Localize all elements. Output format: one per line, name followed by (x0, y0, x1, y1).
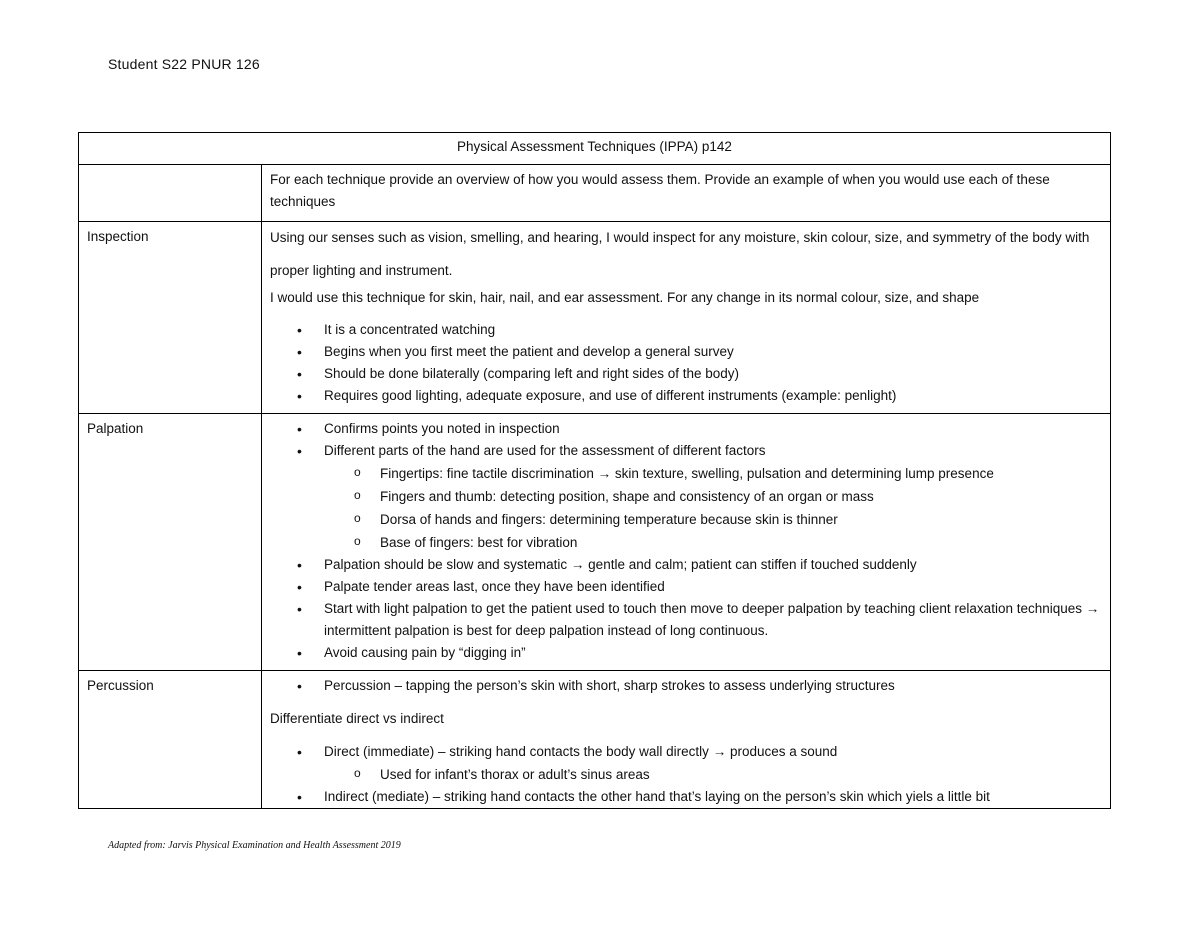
sub-item-text: Fingertips: fine tactile discrimination (380, 466, 594, 481)
arrow-icon: → (570, 557, 585, 572)
empty-label-cell (79, 165, 262, 222)
list-item: • It is a concentrated watching (270, 319, 1102, 341)
list-item-text: Palpation should be slow and systematic (324, 557, 568, 572)
list-item: • Should be done bilaterally (comparing left and right sides of the body) (270, 363, 1102, 385)
percussion-row (79, 671, 1111, 809)
table-title: Physical Assessment Techniques (IPPA) p142 (79, 133, 1111, 165)
list-item-text: Different parts of the hand are used for the assessment of different factors (324, 443, 766, 458)
list-item: • Requires good lighting, adequate exposure, and use of different instruments (example: penlight) (270, 385, 1102, 407)
list-item (270, 598, 1102, 642)
student-header: Student S22 PNUR 126 (108, 56, 260, 72)
inspection-label: Inspection (79, 222, 262, 414)
arrow-icon: → (712, 744, 727, 759)
list-item: • Avoid causing pain by “digging in” (270, 642, 1102, 664)
percussion-label: Percussion (79, 671, 262, 809)
sub-item-text: skin texture, swelling, pulsation and determining lump presence (614, 466, 994, 481)
arrow-icon: → (597, 466, 612, 481)
instructions-cell (262, 165, 1111, 222)
sub-list-item (324, 462, 1102, 485)
palpation-sub-list (324, 462, 1102, 554)
list-item (270, 440, 1102, 554)
list-item: • Confirms points you noted in inspection (270, 418, 1102, 440)
assessment-table (78, 132, 1111, 809)
list-item-text: gentle and calm; patient can stiffen if touched suddenly (588, 557, 917, 572)
instructions-text: For each technique provide an overview of how you would assess them. Provide an example of when you would use each of these techniques (270, 172, 1050, 209)
list-item-text: intermittent palpation is best for deep palpation instead of long continuous. (324, 623, 769, 638)
percussion-sub-list (324, 763, 1102, 786)
instructions-row (79, 165, 1111, 222)
percussion-content (262, 671, 1111, 809)
list-item-text: produces a sound (729, 744, 838, 759)
sub-list-item: o Base of fingers: best for vibration (324, 531, 1102, 554)
citation-footer: Adapted from: Jarvis Physical Examination and Health Assessment 2019 (108, 840, 401, 851)
palpation-row (79, 414, 1111, 671)
list-item (270, 741, 1102, 786)
list-item-text: Direct (immediate) – striking hand contacts the body wall directly (324, 744, 709, 759)
sub-list-item: o Dorsa of hands and fingers: determining temperature because skin is thinner (324, 508, 1102, 531)
inspection-para2: I would use this technique for skin, hair, nail, and ear assessment. For any change in its normal colour, size, and shape (270, 290, 980, 305)
list-item: • Indirect (mediate) – striking hand contacts the other hand that’s laying on the person’s skin which yiels a little bit (270, 786, 1102, 808)
inspection-para1: Using our senses such as vision, smelling, and hearing, I would inspect for any moisture, skin colour, size, and symmetry of the body with proper lighting and instrument. (270, 230, 1090, 278)
percussion-bullets-2 (270, 741, 1102, 808)
inspection-row (79, 222, 1111, 414)
list-item: • Begins when you first meet the patient and develop a general survey (270, 341, 1102, 363)
list-item: • Percussion – tapping the person’s skin with short, sharp strokes to assess underlying structures (270, 675, 1102, 697)
palpation-content (262, 414, 1111, 671)
percussion-bullets-1 (270, 675, 1102, 697)
percussion-subheading: Differentiate direct vs indirect (270, 711, 444, 726)
list-item: • Palpate tender areas last, once they have been identified (270, 576, 1102, 598)
list-item-text: Start with light palpation to get the patient used to touch then move to deeper palpation by teaching client relaxation techniques (324, 601, 1083, 616)
arrow-icon: → (1085, 601, 1100, 616)
table-title-row (79, 133, 1111, 165)
palpation-bullets (270, 418, 1102, 664)
list-item (270, 554, 1102, 576)
sub-list-item: o Used for infant’s thorax or adult’s sinus areas (324, 763, 1102, 786)
inspection-bullets (270, 319, 1102, 407)
palpation-label: Palpation (79, 414, 262, 671)
sub-list-item: o Fingers and thumb: detecting position, shape and consistency of an organ or mass (324, 485, 1102, 508)
inspection-content (262, 222, 1111, 414)
